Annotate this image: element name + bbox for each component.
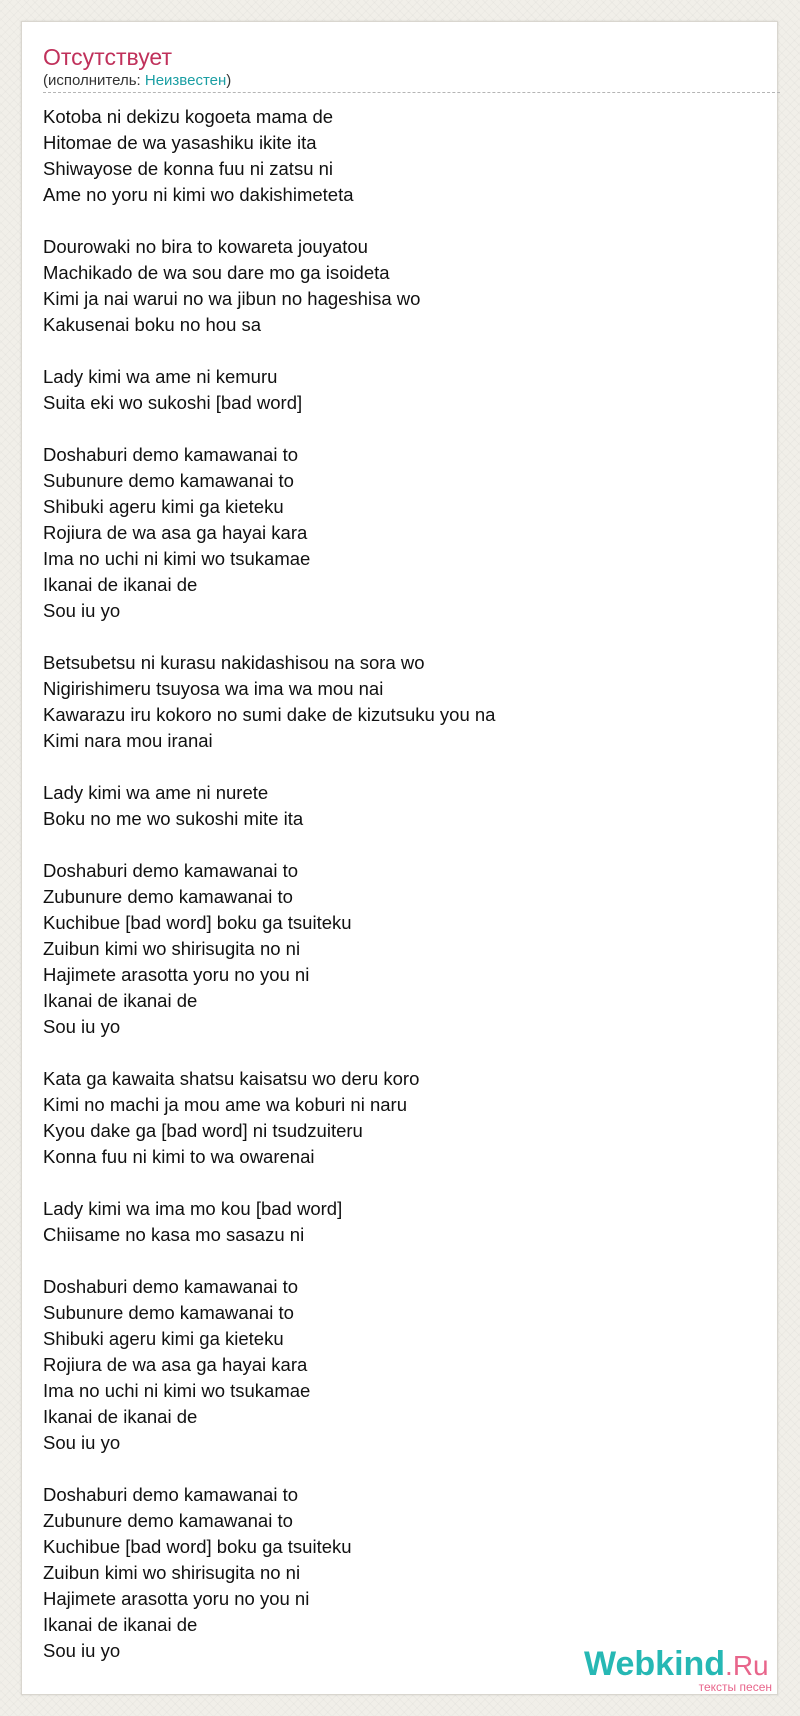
lyric-line: Hitomae de wa yasashiku ikite ita — [43, 132, 317, 153]
lyric-line: Machikado de wa sou dare mo ga isoideta — [43, 262, 390, 283]
lyrics-stanza — [43, 858, 763, 1040]
lyric-line: Ikanai de ikanai de — [43, 574, 198, 595]
lyric-line: Hajimete arasotta yoru no you ni — [43, 964, 310, 985]
lyric-line: Rojiura de wa asa ga hayai kara — [43, 1354, 308, 1375]
lyric-line: Ikanai de ikanai de — [43, 1614, 198, 1635]
lyric-line: Subunure demo kamawanai to — [43, 470, 294, 491]
lyric-line: Kawarazu iru kokoro no sumi dake de kizutsuku you na — [43, 704, 496, 725]
lyric-line: Shibuki ageru kimi ga kieteku — [43, 496, 284, 517]
lyrics-stanza — [43, 780, 763, 832]
lyric-line: Nigirishimeru tsuyosa wa ima wa mou nai — [43, 678, 384, 699]
lyrics-stanza — [43, 234, 763, 338]
lyric-line: Hajimete arasotta yoru no you ni — [43, 1588, 310, 1609]
lyric-line: Rojiura de wa asa ga hayai kara — [43, 522, 308, 543]
title-divider — [43, 92, 780, 93]
lyric-line: Kuchibue [bad word] boku ga tsuiteku — [43, 1536, 352, 1557]
lyric-line: Zubunure demo kamawanai to — [43, 886, 293, 907]
lyrics-stanza — [43, 1482, 763, 1664]
artist-link[interactable]: Неизвестен — [144, 72, 227, 89]
lyric-line: Zuibun kimi wo shirisugita no ni — [43, 938, 301, 959]
lyric-line: Doshaburi demo kamawanai to — [43, 860, 299, 881]
lyric-line: Doshaburi demo kamawanai to — [43, 1484, 299, 1505]
lyric-line: Kimi nara mou iranai — [43, 730, 213, 751]
song-title: Отсутствует — [43, 44, 172, 70]
site-logo[interactable] — [584, 1645, 784, 1693]
lyrics-stanza — [43, 650, 763, 754]
lyric-line: Suita eki wo sukoshi [bad word] — [43, 392, 303, 413]
lyrics-stanza — [43, 104, 763, 208]
lyric-line: Ikanai de ikanai de — [43, 990, 198, 1011]
lyric-line: Sou iu yo — [43, 600, 121, 621]
lyric-line: Dourowaki no bira to kowareta jouyatou — [43, 236, 368, 257]
lyric-line: Betsubetsu ni kurasu nakidashisou na sora wo — [43, 652, 425, 673]
artist-suffix: ) — [226, 72, 232, 89]
lyric-line: Shiwayose de konna fuu ni zatsu ni — [43, 158, 334, 179]
lyrics-stanza — [43, 1066, 763, 1170]
lyric-line: Subunure demo kamawanai to — [43, 1302, 294, 1323]
lyric-line: Kakusenai boku no hou sa — [43, 314, 262, 335]
lyric-line: Lady kimi wa ame ni nurete — [43, 782, 269, 803]
lyric-line: Doshaburi demo kamawanai to — [43, 1276, 299, 1297]
lyric-line: Doshaburi demo kamawanai to — [43, 444, 299, 465]
lyrics-body — [43, 104, 763, 1664]
logo-wordmark — [584, 1645, 769, 1685]
artist-prefix: (исполнитель: — [43, 72, 145, 89]
lyric-line: Kuchibue [bad word] boku ga tsuiteku — [43, 912, 352, 933]
lyrics-stanza — [43, 1196, 763, 1248]
lyric-line: Kimi ja nai warui no wa jibun no hageshisa wo — [43, 288, 421, 309]
logo-domain-text: .Ru — [725, 1650, 769, 1681]
lyric-line: Zubunure demo kamawanai to — [43, 1510, 293, 1531]
lyric-line: Kata ga kawaita shatsu kaisatsu wo deru koro — [43, 1068, 420, 1089]
lyric-line: Lady kimi wa ima mo kou [bad word] — [43, 1198, 343, 1219]
lyrics-stanza — [43, 364, 763, 416]
lyric-line: Zuibun kimi wo shirisugita no ni — [43, 1562, 301, 1583]
lyric-line: Lady kimi wa ame ni kemuru — [43, 366, 278, 387]
lyrics-stanza — [43, 442, 763, 624]
lyric-line: Chiisame no kasa mo sasazu ni — [43, 1224, 305, 1245]
lyric-line: Kimi no machi ja mou ame wa koburi ni naru — [43, 1094, 407, 1115]
logo-main-text: Webkind — [584, 1645, 726, 1683]
lyric-line: Boku no me wo sukoshi mite ita — [43, 808, 304, 829]
lyric-line: Shibuki ageru kimi ga kieteku — [43, 1328, 284, 1349]
lyric-line: Ikanai de ikanai de — [43, 1406, 198, 1427]
lyric-line: Kyou dake ga [bad word] ni tsudzuiteru — [43, 1120, 363, 1141]
lyric-line: Konna fuu ni kimi to wa owarenai — [43, 1146, 315, 1167]
lyrics-stanza — [43, 1274, 763, 1456]
logo-tagline: тексты песен — [698, 1680, 772, 1694]
lyric-line: Ima no uchi ni kimi wo tsukamae — [43, 1380, 311, 1401]
artist-line — [43, 72, 231, 90]
lyric-line: Kotoba ni dekizu kogoeta mama de — [43, 106, 334, 127]
lyrics-card — [21, 21, 778, 1695]
lyric-line: Sou iu yo — [43, 1016, 121, 1037]
lyric-line: Ame no yoru ni kimi wo dakishimeteta — [43, 184, 354, 205]
lyric-line: Sou iu yo — [43, 1640, 121, 1661]
lyric-line: Ima no uchi ni kimi wo tsukamae — [43, 548, 311, 569]
lyric-line: Sou iu yo — [43, 1432, 121, 1453]
